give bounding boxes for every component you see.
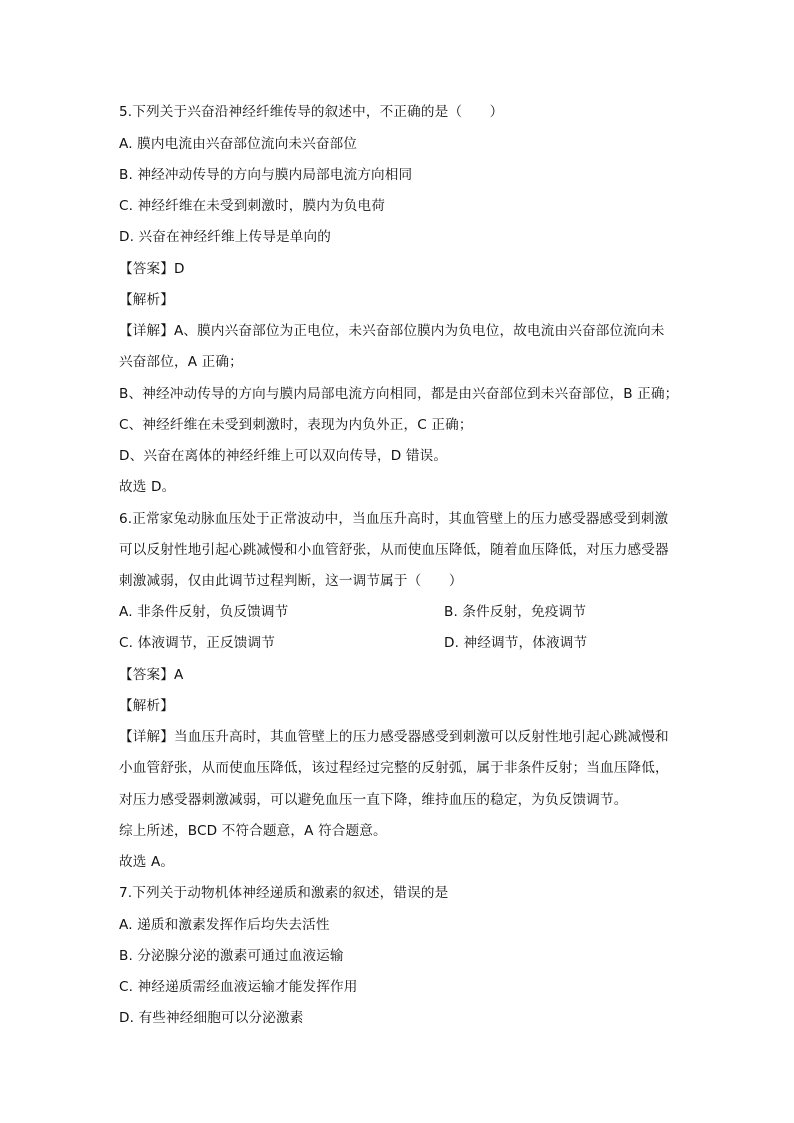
q6-option-a: A. 非条件反射，负反馈调节 (119, 604, 289, 620)
q7-option-b: B. 分泌腺分泌的激素可通过血液运输 (119, 948, 344, 964)
q6-summary: 综上所述，BCD 不符合题意，A 符合题意。 (119, 823, 387, 839)
q6-stem-line-1: 6.正常家兔动脉血压处于正常波动中，当血压升高时，其血管壁上的压力感受器感受到刺激 (119, 511, 669, 527)
q5-detail-line-5: D、兴奋在离体的神经纤维上可以双向传导，D 错误。 (119, 448, 448, 464)
q7-option-c: C. 神经递质需经血液运输才能发挥作用 (119, 979, 358, 995)
q5-answer: 【答案】D (119, 261, 185, 277)
q5-detail-line-1: 【详解】A、膜内兴奋部位为正电位，未兴奋部位膜内为负电位，故电流由兴奋部位流向未 (119, 323, 665, 339)
q5-conclusion: 故选 D。 (119, 479, 176, 495)
q5-detail-line-2: 兴奋部位，A 正确； (119, 354, 243, 370)
q5-stem: 5.下列关于兴奋沿神经纤维传导的叙述中，不正确的是（ ） (119, 104, 504, 120)
q7-option-a: A. 递质和激素发挥作后均失去活性 (119, 917, 330, 933)
q5-detail-line-3: B、神经冲动传导的方向与膜内局部电流方向相同，都是由兴奋部位到未兴奋部位，B 正确； (119, 386, 679, 402)
q5-detail-line-4: C、神经纤维在未受到刺激时，表现为内负外正，C 正确； (119, 417, 473, 433)
q6-detail-line-1: 【详解】当血压升高时，其血管壁上的压力感受器感受到刺激可以反射性地引起心跳减慢和 (119, 729, 669, 745)
q7-option-d: D. 有些神经细胞可以分泌激素 (119, 1010, 304, 1026)
q5-option-b: B. 神经冲动传导的方向与膜内局部电流方向相同 (119, 167, 413, 183)
q6-analysis-label: 【解析】 (119, 698, 174, 714)
q6-detail-line-3: 对压力感受器刺激减弱，可以避免血压一直下降，维持血压的稳定，为负反馈调节。 (119, 792, 628, 808)
q6-stem-line-2: 可以反射性地引起心跳减慢和小血管舒张，从而使血压降低，随着血压降低，对压力感受器 (119, 542, 669, 558)
q5-analysis-label: 【解析】 (119, 292, 174, 308)
q5-option-a: A. 膜内电流由兴奋部位流向未兴奋部位 (119, 136, 358, 152)
q6-stem-line-3: 刺激减弱，仅由此调节过程判断，这一调节属于（ ） (119, 573, 463, 589)
q5-option-c: C. 神经纤维在未受到刺激时，膜内为负电荷 (119, 198, 385, 214)
q6-answer: 【答案】A (119, 667, 184, 683)
q6-option-b: B. 条件反射，免疫调节 (444, 604, 587, 620)
q6-detail-line-2: 小血管舒张，从而使血压降低，该过程经过完整的反射弧，属于非条件反射；当血压降低， (119, 760, 669, 776)
q5-option-d: D. 兴奋在神经纤维上传导是单向的 (119, 229, 331, 245)
q6-option-d: D. 神经调节，体液调节 (444, 635, 588, 651)
q6-option-c: C. 体液调节，正反馈调节 (119, 635, 276, 651)
q6-conclusion: 故选 A。 (119, 854, 175, 870)
q7-stem: 7.下列关于动物机体神经递质和激素的叙述，错误的是 (119, 885, 449, 901)
